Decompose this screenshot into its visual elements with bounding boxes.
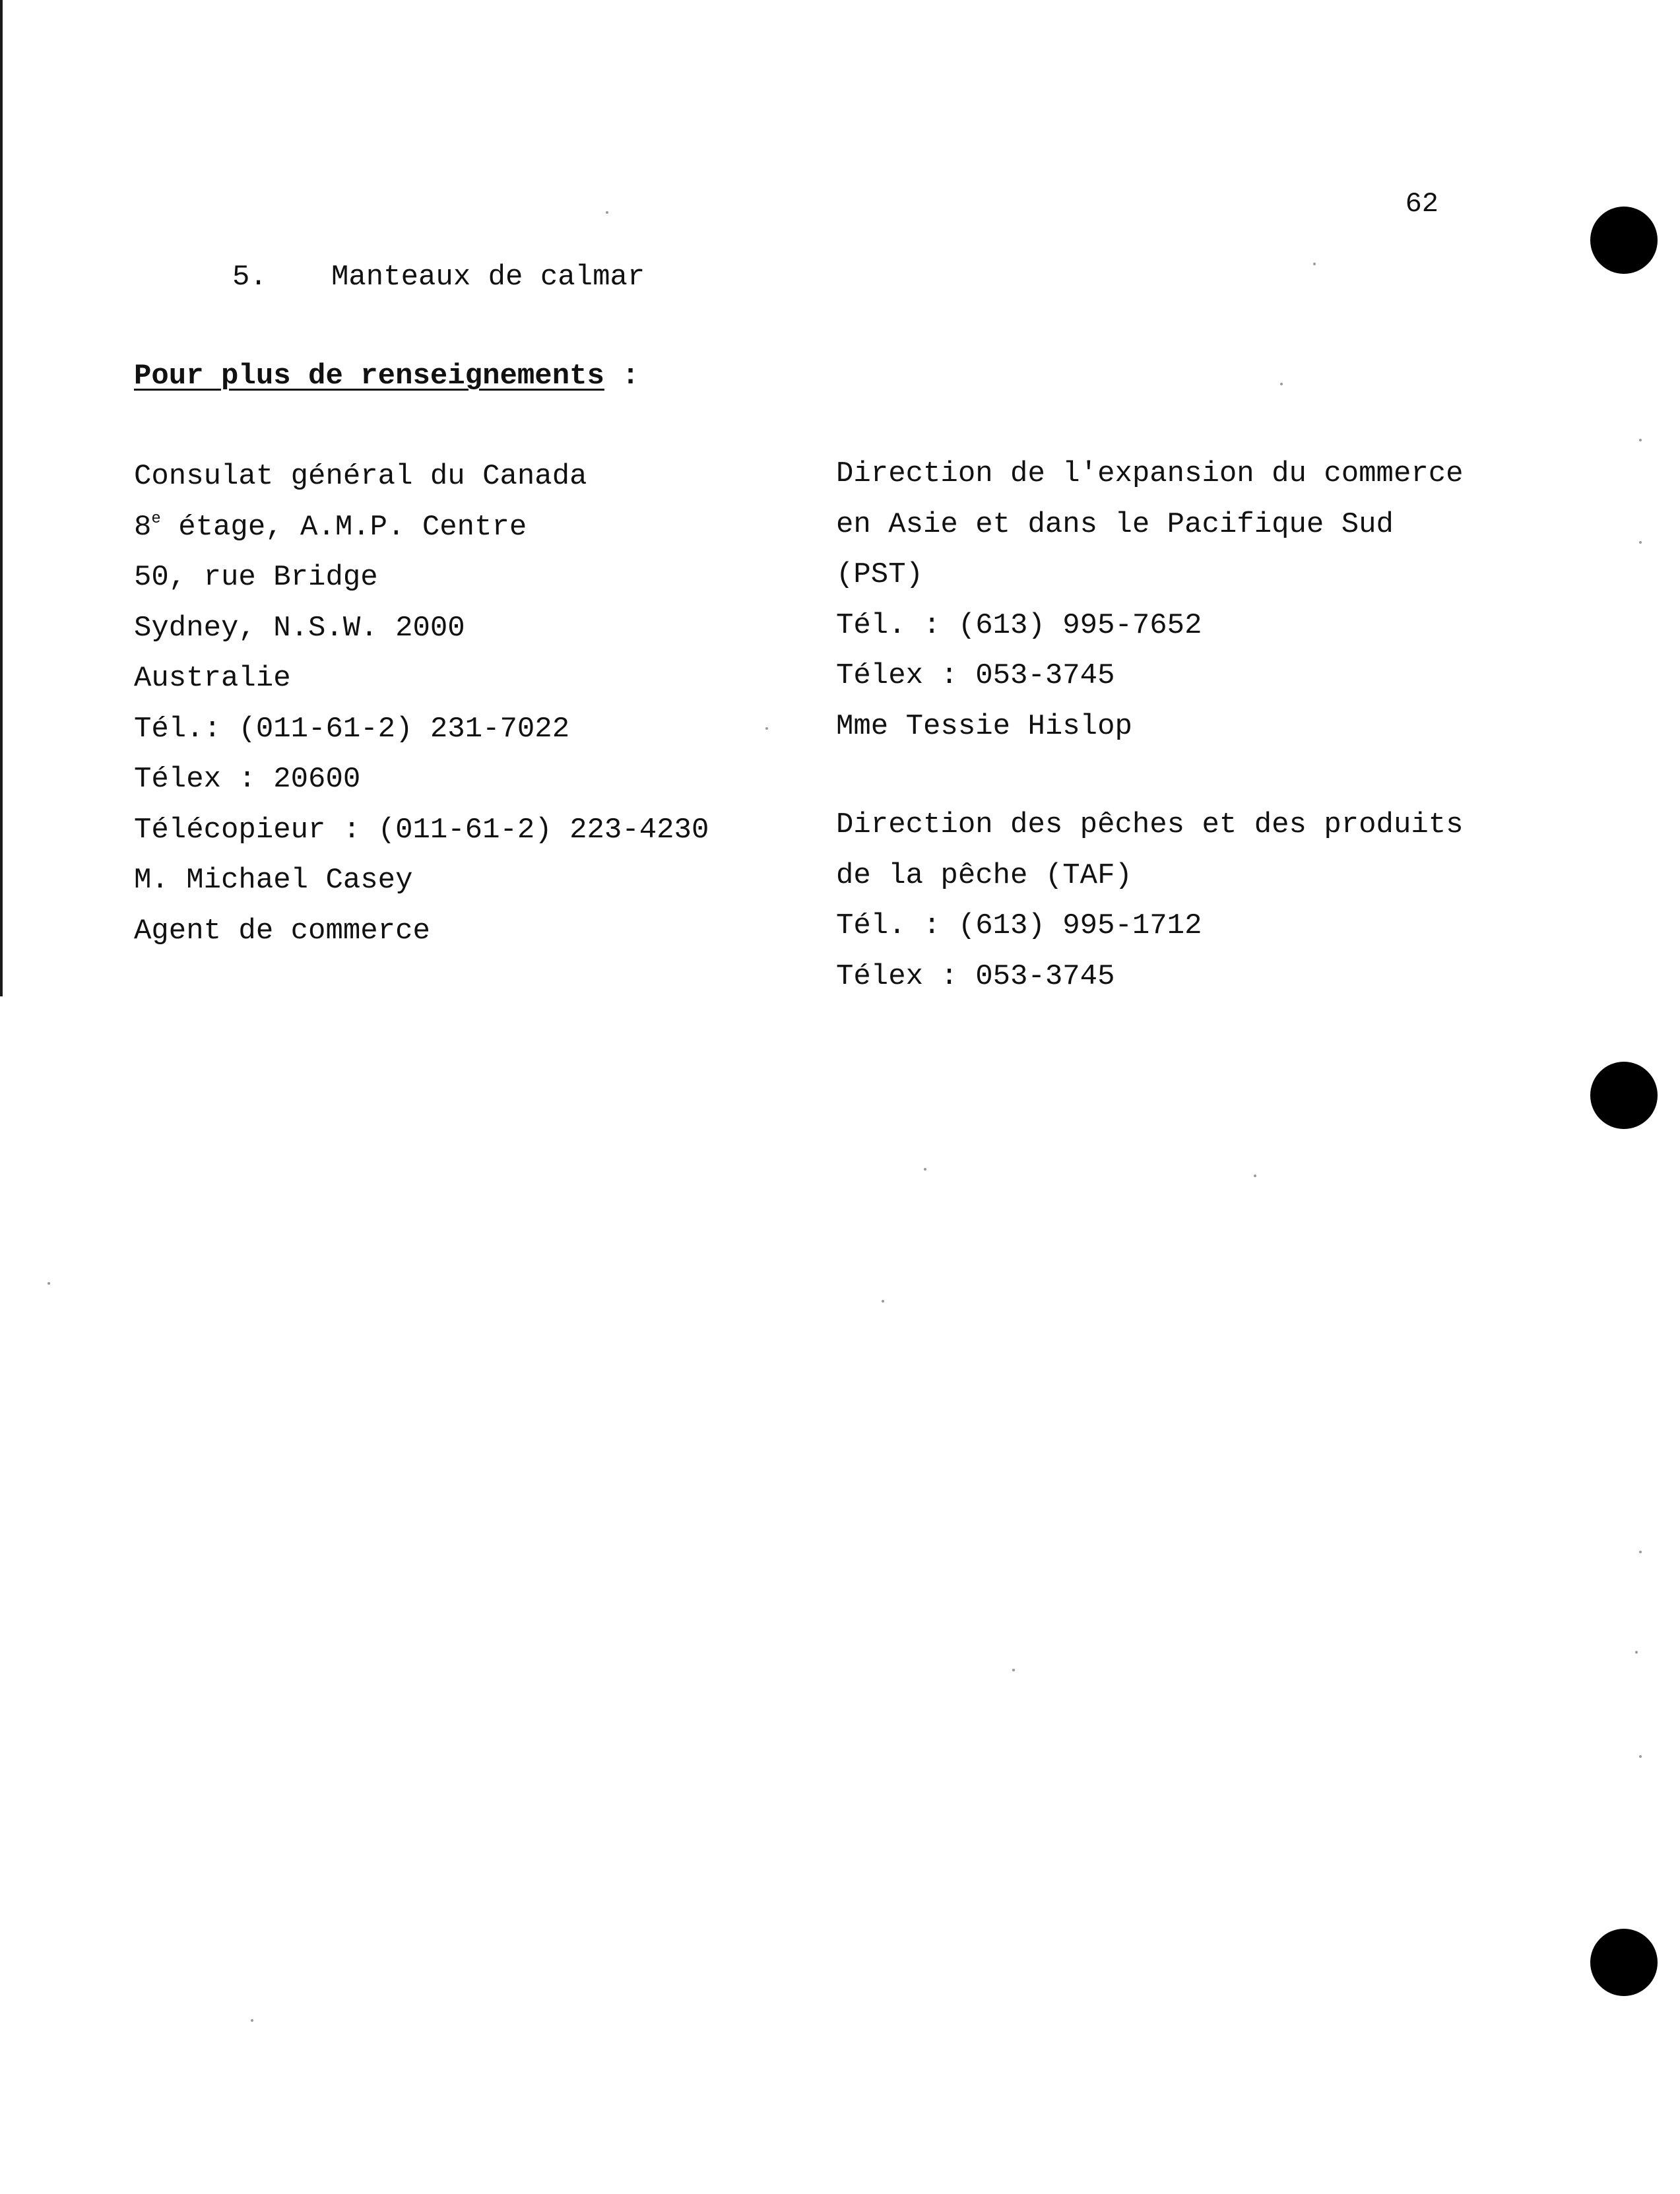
floor-ordinal: e	[151, 509, 161, 528]
scan-edge-line	[0, 0, 3, 996]
taf-directorate-line2: de la pêche (TAF)	[836, 858, 1132, 892]
scan-speck	[1280, 383, 1283, 385]
scan-speck	[1639, 1755, 1642, 1758]
floor-building: étage, A.M.P. Centre	[160, 510, 527, 544]
info-heading	[134, 360, 639, 393]
binder-hole-top	[1590, 207, 1658, 274]
scan-speck	[765, 727, 768, 730]
consulate-contact-name: M. Michael Casey	[134, 864, 413, 897]
info-heading-label: Pour plus de renseignements	[134, 360, 604, 393]
consulate-floor	[134, 502, 709, 553]
pst-contact-block	[836, 449, 1464, 752]
pst-directorate-line2: en Asie et dans le Pacifique Sud	[836, 507, 1394, 541]
scan-speck	[1639, 541, 1642, 544]
page-number: 62	[1405, 188, 1438, 220]
section-number: 5.	[232, 261, 267, 294]
consulate-country: Australie	[134, 662, 291, 695]
taf-contact-block	[836, 800, 1464, 1002]
scan-speck	[1639, 1551, 1642, 1553]
scan-speck	[1313, 263, 1316, 265]
scan-speck	[924, 1168, 926, 1171]
consulate-city: Sydney, N.S.W. 2000	[134, 611, 465, 645]
info-heading-colon: :	[622, 360, 639, 393]
floor-number: 8	[134, 510, 152, 544]
scan-speck	[606, 211, 608, 214]
pst-contact-name: Mme Tessie Hislop	[836, 709, 1132, 743]
scan-speck	[251, 2019, 253, 2022]
scan-speck	[1635, 1651, 1638, 1654]
consulate-contact-title: Agent de commerce	[134, 914, 430, 948]
consulate-name: Consulat général du Canada	[134, 460, 587, 493]
consulate-contact-block	[134, 451, 709, 956]
section-title: Manteaux de calmar	[331, 261, 645, 294]
taf-phone: Tél. : (613) 995-1712	[836, 909, 1202, 942]
pst-telex: Télex : 053-3745	[836, 659, 1115, 692]
section-heading	[232, 261, 645, 294]
taf-telex: Télex : 053-3745	[836, 959, 1115, 993]
pst-directorate-line1: Direction de l'expansion du commerce	[836, 457, 1464, 490]
binder-hole-middle	[1590, 1062, 1658, 1129]
taf-directorate-line1: Direction des pêches et des produits	[836, 808, 1464, 841]
pst-code: (PST)	[836, 558, 924, 591]
scan-speck	[1639, 439, 1642, 441]
consulate-street: 50, rue Bridge	[134, 561, 378, 594]
scan-speck	[882, 1300, 884, 1303]
scan-speck	[1012, 1669, 1015, 1671]
consulate-telex: Télex : 20600	[134, 763, 361, 796]
scan-speck	[1254, 1175, 1256, 1177]
binder-hole-bottom	[1590, 1929, 1658, 1996]
consulate-fax: Télécopieur : (011-61-2) 223-4230	[134, 813, 709, 847]
pst-phone: Tél. : (613) 995-7652	[836, 608, 1202, 642]
consulate-phone: Tél.: (011-61-2) 231-7022	[134, 712, 570, 746]
scan-speck	[48, 1282, 50, 1285]
